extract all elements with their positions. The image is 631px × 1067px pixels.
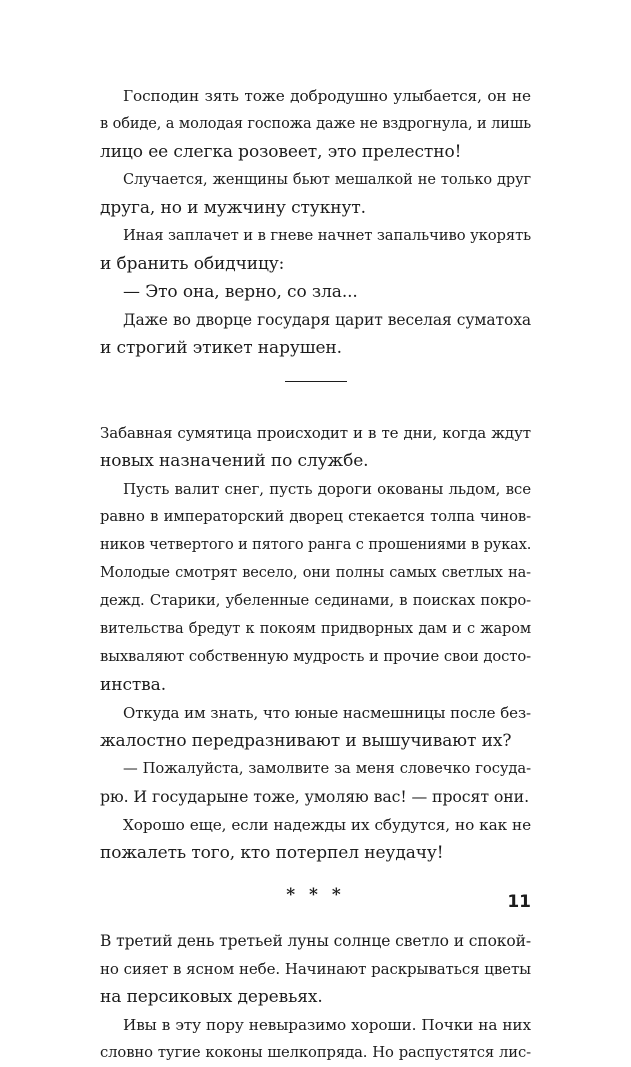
text-line: новых назначений по службе. [100,451,369,471]
text-line: Даже во дворце государя царит веселая суматоха [123,311,531,329]
text-line: на персиковых деревьях. [100,987,323,1007]
text-line: Забавная сумятица происходит и в те дни, когда ждут [100,424,531,442]
text-line: дежд. Старики, убеленные сединами, в поисках покро- [100,592,531,609]
section-divider-line [285,381,347,382]
text-line: Молодые смотрят весело, они полны самых светлых на- [100,565,531,581]
text-line: Откуда им знать, что юные насмешницы после без- [123,704,531,722]
text-line: лицо ее слегка розовеет, это прелестно! [100,142,462,162]
text-line: но сияет в ясном небе. Начинают раскрываться цветы [100,960,531,978]
text-line: выхваляют собственную мудрость и прочие свои досто- [100,648,531,665]
text-line: в обиде, а молодая госпожа даже не вздрогнула, и лишь [100,116,531,132]
text-line: Господин зять тоже добродушно улыбается, он не [123,87,531,105]
text-line: Ивы в эту пору невыразимо хороши. Почки на них [123,1016,531,1034]
section-divider-stars: * * * [286,885,345,905]
page-number: 11 [507,892,531,912]
text-line: рю. И государыне тоже, умоляю вас! — просят они. [100,787,529,806]
text-line: равно в императорский дворец стекается толпа чинов- [100,508,531,525]
book-page [100,82,531,1067]
text-line: инства. [100,675,166,695]
section-3 [100,927,531,1067]
section-2 [100,419,531,867]
text-line: и бранить обидчицу: [100,254,285,274]
text-line: друга, но и мужчину стукнут. [100,198,366,218]
text-line: жалостно передразнивают и вышучивают их? [100,731,512,751]
text-line: Пусть валит снег, пусть дороги окованы льдом, все [123,480,531,498]
text-line: — Это она, верно, со зла... [123,282,358,302]
text-line: словно тугие коконы шелкопряда. Но распустятся лис- [100,1044,531,1061]
text-line: Случается, женщины бьют мешалкой не только друг [123,172,531,188]
text-line: и строгий этикет нарушен. [100,338,342,358]
text-line: Иная заплачет и в гневе начнет запальчиво укорять [123,227,532,244]
text-line: В третий день третьей луны солнце светло и спокой- [100,932,531,950]
text-line: ников четвертого и пятого ранга с прошениями в руках. [100,537,532,553]
text-line: пожалеть того, кто потерпел неудачу! [100,843,444,863]
text-line: вительства бредут к покоям придворных дам и с жаром [100,621,531,637]
section-1 [100,82,531,362]
text-line: — Пожалуйста, замолвите за меня словечко госуда- [123,760,531,777]
text-line: Хорошо еще, если надежды их сбудутся, но как не [123,816,531,834]
